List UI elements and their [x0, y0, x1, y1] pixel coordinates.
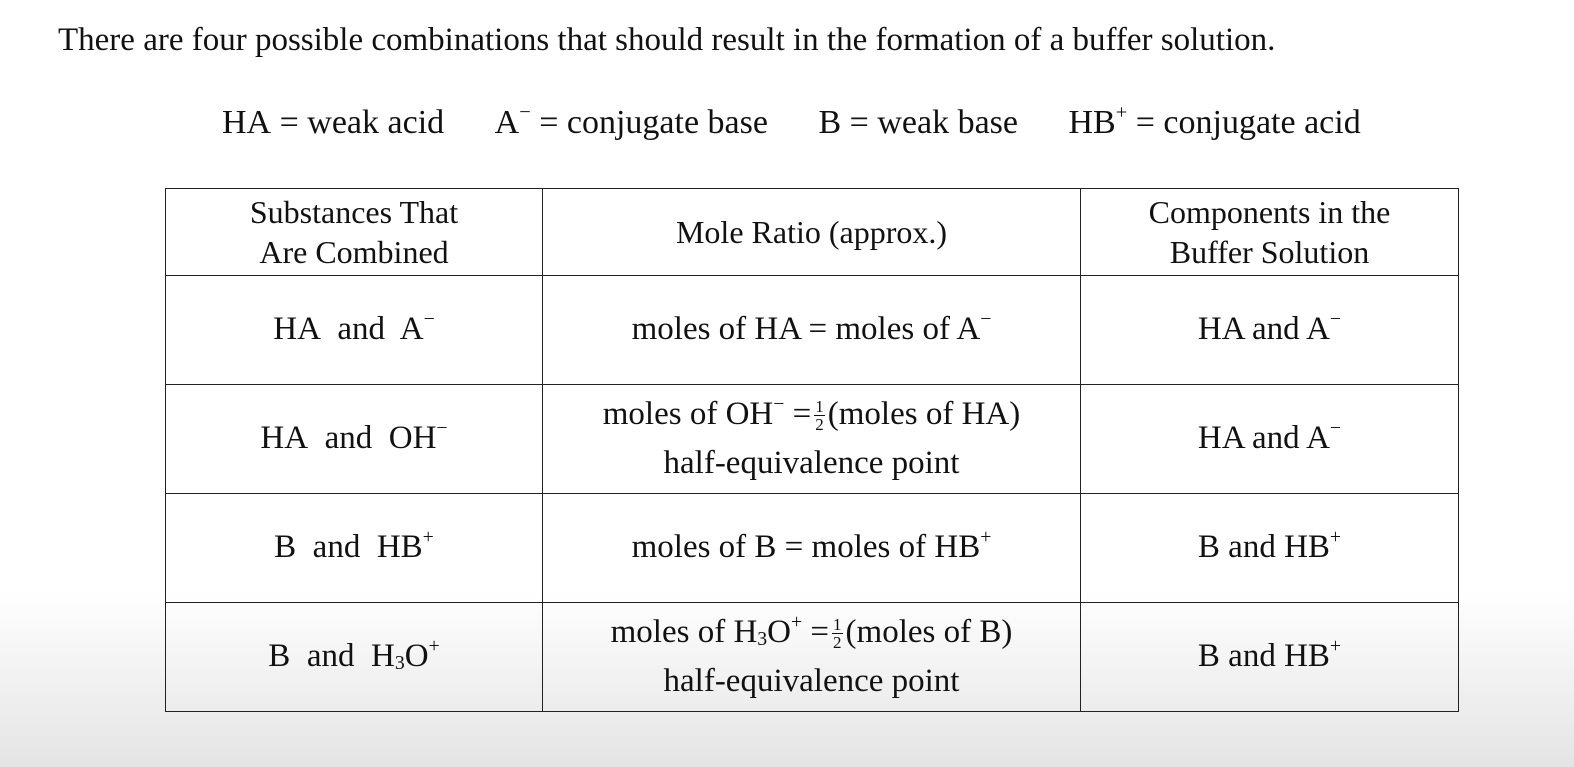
cell-mole-ratio	[543, 385, 1081, 494]
table-row	[166, 494, 1459, 603]
one-half-fraction: $\frac{1}{2}$	[833, 615, 842, 653]
cell-combined: HA and OH−	[166, 385, 543, 494]
legend-item-conjugate-acid: HB+ = conjugate acid	[1068, 101, 1361, 141]
cell-mole-ratio: moles of HA = moles of A−	[543, 276, 1081, 385]
cell-components: B and HB+	[1081, 494, 1459, 603]
one-half-fraction: $\frac{1}{2}$	[815, 397, 824, 435]
cell-mole-ratio: moles of B = moles of HB+	[543, 494, 1081, 603]
legend-item-conjugate-base: A− = conjugate base	[494, 101, 768, 141]
ratio-equation: moles of $H_3O^+$ = $\frac{1}{2}$ (moles of B)	[610, 610, 1013, 653]
legend	[222, 101, 1361, 142]
cell-components: B and HB+	[1081, 603, 1459, 712]
header-components: Components in the Buffer Solution	[1081, 189, 1459, 276]
intro-text: There are four possible combinations that should result in the formation of a buffer solution.	[58, 22, 1276, 58]
legend-item-weak-acid: HA = weak acid	[222, 104, 445, 141]
ratio-note: half-equivalence point	[663, 445, 960, 481]
header-mole-ratio: Mole Ratio (approx.)	[543, 189, 1081, 276]
cell-mole-ratio	[543, 603, 1081, 712]
cell-combined: B and $H_3O^+$	[166, 603, 543, 712]
ratio-equation: moles of OH− = $\frac{1}{2}$ (moles of HA)	[602, 392, 1021, 435]
buffer-combinations-table	[165, 188, 1459, 712]
legend-item-weak-base: B = weak base	[818, 104, 1018, 141]
cell-combined: HA and A−	[166, 276, 543, 385]
table-row	[166, 603, 1459, 712]
cell-combined: B and HB+	[166, 494, 543, 603]
cell-components: HA and A−	[1081, 385, 1459, 494]
cell-components: HA and A−	[1081, 276, 1459, 385]
table-row	[166, 276, 1459, 385]
table-row	[166, 385, 1459, 494]
header-substances: Substances That Are Combined	[166, 189, 543, 276]
table-header-row	[166, 189, 1459, 276]
ratio-note: half-equivalence point	[663, 663, 960, 699]
